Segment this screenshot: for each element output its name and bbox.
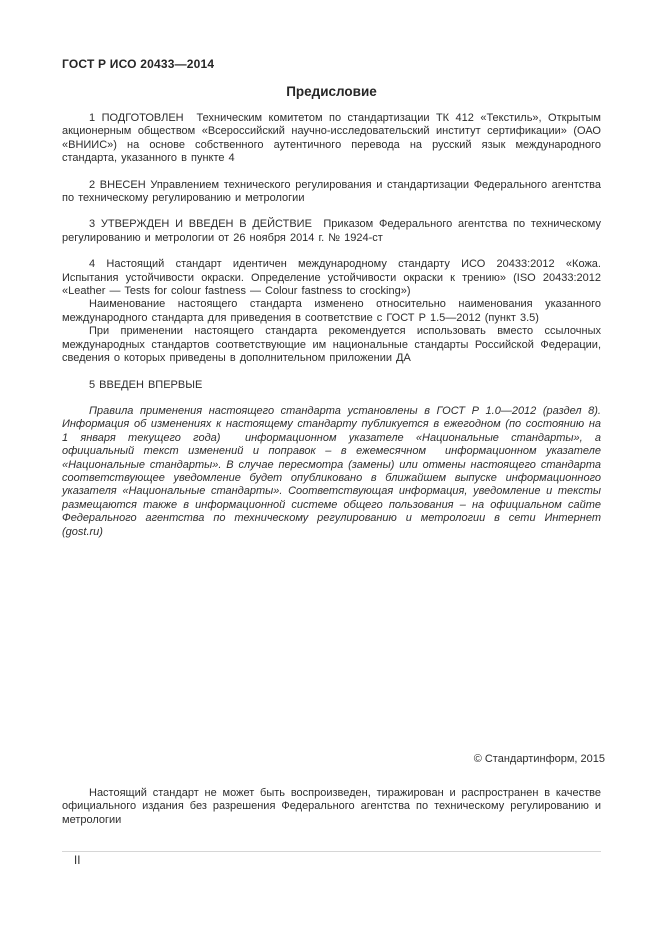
foreword-item-4-references: При применении настоящего стандарта рекомендуется использовать вместо ссылочных международных стандартов соответствующие им национальные стандарты Российской Федерации, сведения о которых приведены в дополнительном приложении ДА <box>62 325 601 365</box>
page-title: Предисловие <box>286 84 377 99</box>
footer-rule <box>62 851 601 852</box>
doc-code: ГОСТ Р ИСО 20433—2014 <box>62 57 215 71</box>
reproduction-notice: Настоящий стандарт не может быть воспроизведен, тиражирован и распространен в качестве официального издания без разрешения Федерального агентства по техническому регулированию и метрологии <box>62 787 601 826</box>
copyright-line: © Стандартинформ, 2015 <box>473 753 605 765</box>
application-rules-note: Правила применения настоящего стандарта установлены в ГОСТ Р 1.0—2012 (раздел 8). Информация об изменениях к настоящему стандарту публикуется в ежегодном (по состоянию на 1 января текущего года) информационном указателе «Национальные стандарты», а официальный текст изменений и поправок – в ежемесячном информационном указателе «Национальные стандарты». В случае пересмотра (замены) или отмены настоящего стандарта соответствующее уведомление будет опубликовано в ближайшем выпуске информационного указателя «Национальные стандарты». Соответствующая информация, уведомление и тексты размещаются также в информационной системе общего пользования – на официальном сайте Федерального агентства по техническому регулированию и метрологии в сети Интернет (gost.ru) <box>62 404 601 538</box>
foreword-item-3-approved: 3 УТВЕРЖДЕН И ВВЕДЕН В ДЕЙСТВИЕ Приказом Федерального агентства по техническому регулированию и метрологии от 26 ноября 2014 г. № 1924-ст <box>62 218 601 244</box>
foreword-item-4-identity: 4 Настоящий стандарт идентичен международному стандарту ИСО 20433:2012 «Кожа. Испытания устойчивости окраски. Определение устойчивости окраски к трению» (ISO 20433:2012 «Leather — Tests for colour fastness — Colour fastness to crocking») <box>62 258 601 298</box>
foreword-item-4-name-change: Наименование настоящего стандарта изменено относительно наименования указанного международного стандарта для приведения в соответствие с ГОСТ Р 1.5—2012 (пункт 3.5) <box>62 298 601 324</box>
foreword-item-5-first-introduced: 5 ВВЕДЕН ВПЕРВЫЕ <box>89 378 203 391</box>
foreword-item-2-submitted: 2 ВНЕСЕН Управлением технического регулирования и стандартизации Федерального агентства по техническому регулированию и метрологии <box>62 178 601 205</box>
foreword-page-content <box>62 57 601 539</box>
foreword-item-1-prepared: 1 ПОДГОТОВЛЕН Техническим комитетом по стандартизации ТК 412 «Текстиль», Открытым акционерным обществом «Всероссийский научно-исследовательский институт сертификации» (ОАО «ВНИИС») на основе собственного аутентичного перевода на русский язык международного стандарта, указанного в пункте 4 <box>62 112 601 165</box>
page-number: II <box>74 855 81 867</box>
